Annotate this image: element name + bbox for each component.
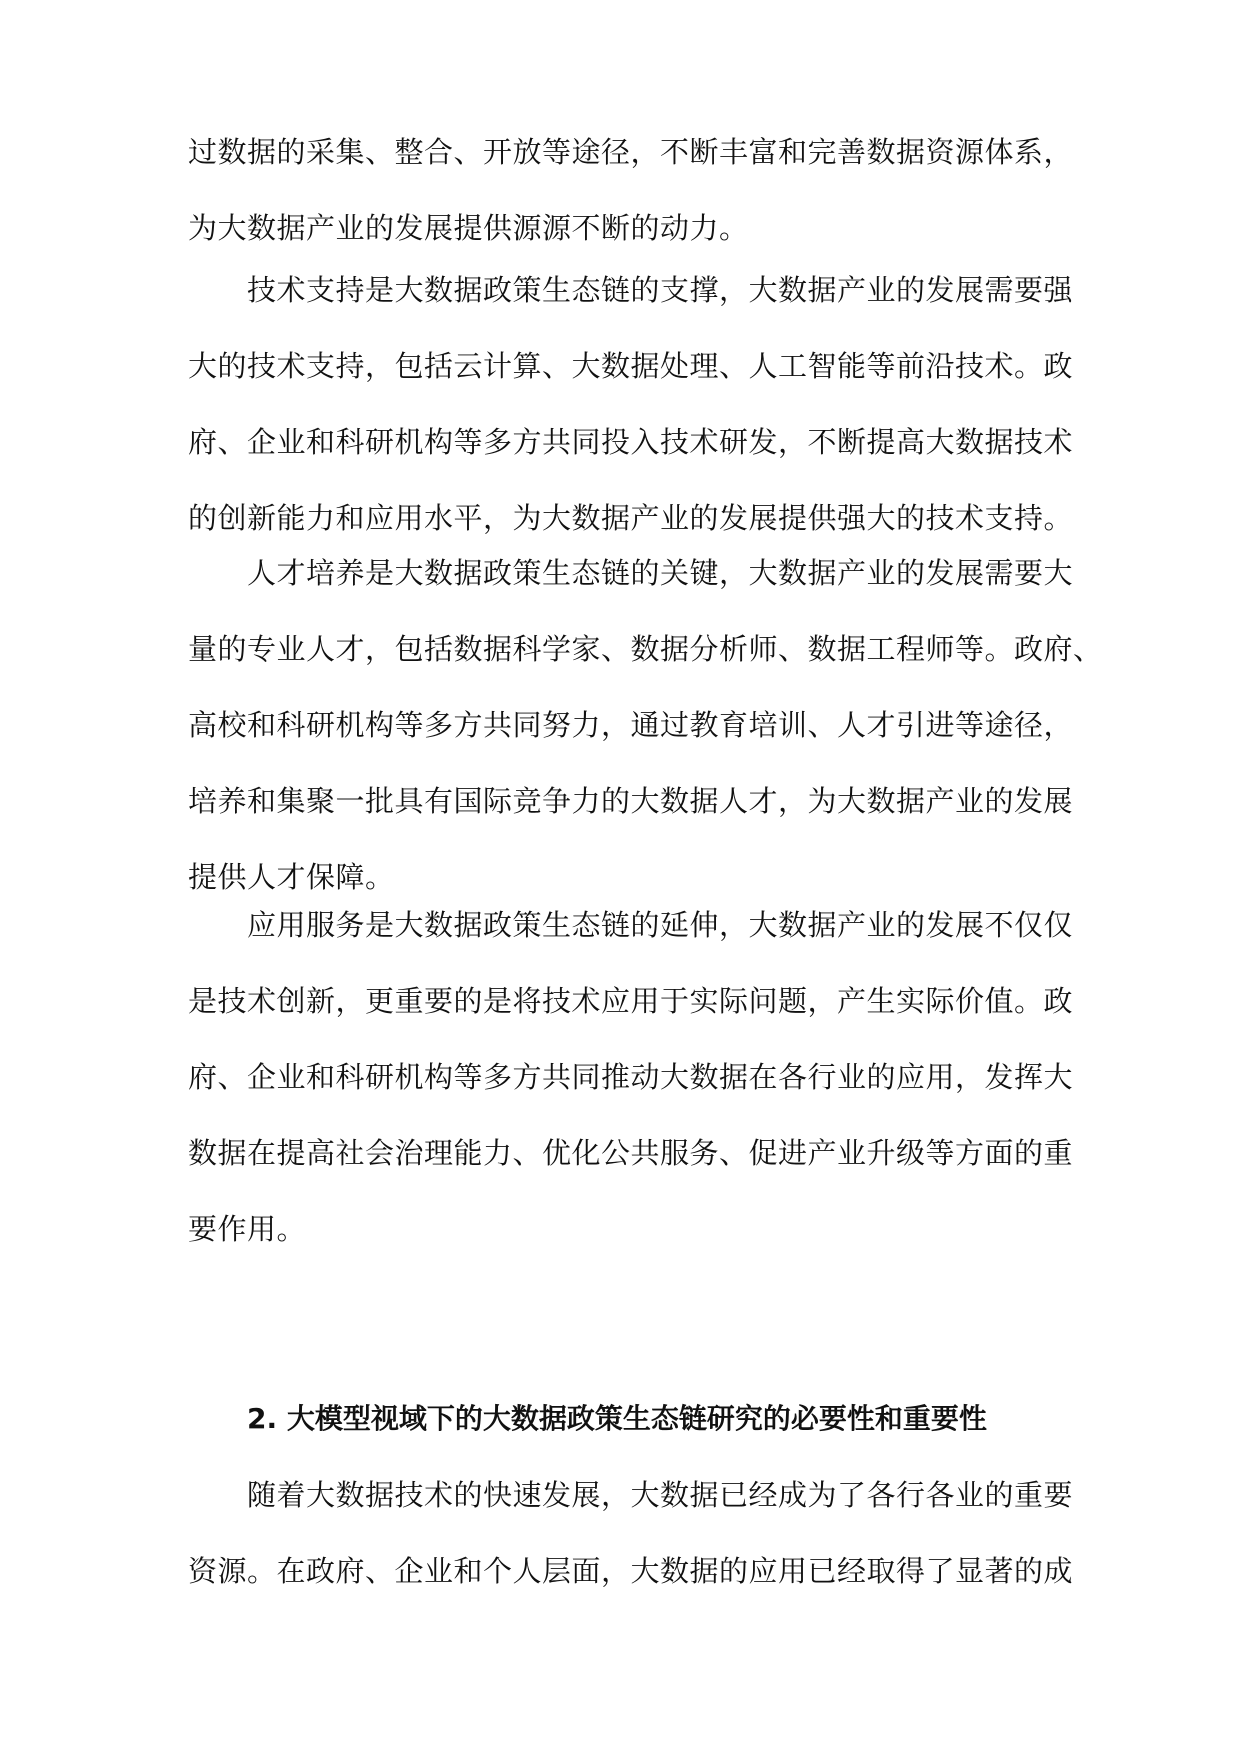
text-line: 人才培养是大数据政策生态链的关键，大数据产业的发展需要大 [247,556,1074,590]
text-line: 技术支持是大数据政策生态链的支撑，大数据产业的发展需要强 [247,273,1074,307]
section-heading: 2. 大模型视域下的大数据政策生态链研究的必要性和重要性 [247,1402,987,1435]
text-line: 大的技术支持，包括云计算、大数据处理、人工智能等前沿技术。政 [188,349,1074,383]
text-line: 高校和科研机构等多方共同努力，通过教育培训、人才引进等途径， [188,708,1074,742]
text-line: 提供人才保障。 [188,860,395,894]
paragraph-talent-cultivation [188,535,1103,915]
text-line: 是技术创新，更重要的是将技术应用于实际问题，产生实际价值。政 [188,984,1074,1018]
text-line: 府、企业和科研机构等多方共同推动大数据在各行业的应用，发挥大 [188,1060,1074,1094]
text-line: 培养和集聚一批具有国际竞争力的大数据人才，为大数据产业的发展 [188,784,1074,818]
text-line: 要作用。 [188,1212,307,1246]
text-line: 为大数据产业的发展提供源源不断的动力。 [188,211,749,245]
paragraph-continuation [188,114,1074,266]
paragraph-necessity [188,1457,1074,1609]
text-line: 府、企业和科研机构等多方共同投入技术研发，不断提高大数据技术 [188,425,1074,459]
text-line: 过数据的采集、整合、开放等途径，不断丰富和完善数据资源体系， [188,135,1074,169]
paragraph-application-services [188,887,1074,1267]
text-line: 资源。在政府、企业和个人层面，大数据的应用已经取得了显著的成 [188,1554,1074,1588]
text-line: 应用服务是大数据政策生态链的延伸，大数据产业的发展不仅仅 [247,908,1074,942]
text-line: 数据在提高社会治理能力、优化公共服务、促进产业升级等方面的重 [188,1136,1074,1170]
text-line: 随着大数据技术的快速发展，大数据已经成为了各行各业的重要 [247,1478,1074,1512]
paragraph-tech-support [188,252,1074,556]
text-line: 的创新能力和应用水平，为大数据产业的发展提供强大的技术支持。 [188,501,1074,535]
text-line: 量的专业人才，包括数据科学家、数据分析师、数据工程师等。政府、 [188,632,1103,666]
